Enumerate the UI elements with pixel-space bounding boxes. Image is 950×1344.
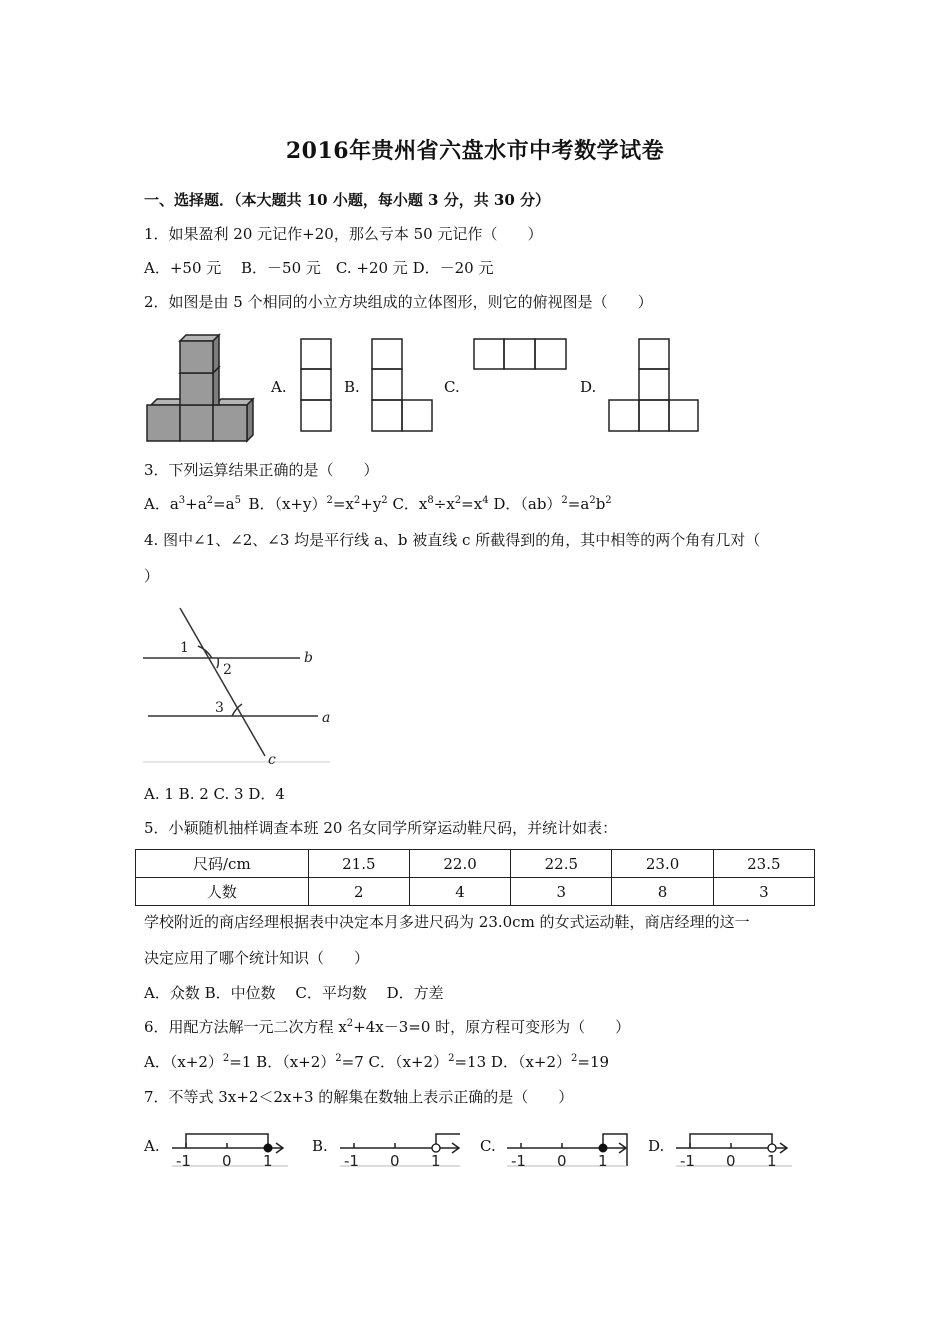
q2-option-b-label: B. (344, 378, 360, 396)
q2-option-d-label: D. (580, 378, 597, 396)
table-cell: 3 (713, 878, 814, 906)
svg-text:1: 1 (767, 1152, 777, 1170)
question-5-text-2: 决定应用了哪个统计知识（ ） (144, 949, 370, 967)
table-cell: 23.0 (612, 850, 713, 878)
q2-option-b-figure (371, 338, 434, 432)
table-cell: 2 (308, 878, 409, 906)
q7-option-b-label: B. (312, 1137, 328, 1155)
section-heading: 一、选择题．（本大题共 10 小题，每小题 3 分，共 30 分） (144, 191, 551, 209)
line-c (180, 608, 265, 756)
shoe-size-table (135, 849, 815, 906)
q2-option-c-label: C. (444, 378, 460, 396)
svg-text:0: 0 (390, 1152, 400, 1170)
svg-text:1: 1 (431, 1152, 441, 1170)
svg-text:1: 1 (598, 1152, 608, 1170)
q2-option-d-figure (608, 338, 700, 432)
q7-option-d-label: D. (648, 1137, 665, 1155)
svg-text:0: 0 (222, 1152, 232, 1170)
question-1-stem: 1．如果盈利 20 元记作+20，那么亏本 50 元记作（ ） (144, 225, 543, 243)
table-cell: 22.5 (511, 850, 612, 878)
svg-text:-1: -1 (176, 1152, 191, 1170)
q2-option-a-figure (300, 338, 332, 432)
question-3-options: A．$a^3+a^2=a^5$ B．$(x+y)^2=x^2+y^2$ C．$x^8\div x^2=x^4$ D．$(ab)^2=a^2b^2$ (144, 495, 612, 513)
table-cell: 3 (511, 878, 612, 906)
question-4-stem-end: ） (144, 567, 160, 585)
table-cell: 人数 (136, 878, 309, 906)
q7-option-b-numberline (338, 1126, 464, 1172)
svg-text:-1: -1 (680, 1152, 695, 1170)
q7-option-d-numberline (674, 1126, 796, 1172)
question-1-options: A．+50 元 B．－50 元 C. +20 元 D．－20 元 (144, 259, 494, 277)
line-b-label: b (304, 650, 313, 666)
angle-2-label: 2 (223, 662, 232, 678)
angle-3-label: 3 (215, 700, 224, 716)
table-cell: 21.5 (308, 850, 409, 878)
svg-text:-1: -1 (344, 1152, 359, 1170)
svg-text:0: 0 (557, 1152, 567, 1170)
question-5-text-1: 学校附近的商店经理根据表中决定本月多进尺码为 23.0cm 的女式运动鞋，商店经理的这一 (144, 913, 750, 931)
question-4-stem: 4. 图中∠1、∠2、∠3 均是平行线 a、b 被直线 c 所截得到的角，其中相等的两个角有几对（ (144, 531, 761, 549)
q7-option-c-numberline (505, 1126, 631, 1172)
question-7-stem: 7．不等式 3x+2＜2x+3 的解集在数轴上表示正确的是（ ） (144, 1088, 574, 1106)
q7-option-a-label: A. (144, 1137, 160, 1155)
question-3-stem: 3．下列运算结果正确的是（ ） (144, 461, 379, 479)
cube-stack-figure (143, 335, 258, 445)
angle-2-arc (217, 658, 218, 668)
angle-1-label: 1 (180, 640, 189, 656)
question-6-options: A．$(x+2)^2=1$ B．$(x+2)^2=7$ C．$(x+2)^2=13$ D．$(x+2)^2=19$ (144, 1053, 610, 1071)
q2-option-a-label: A. (271, 378, 287, 396)
table-row (136, 878, 815, 906)
parallel-lines-figure (140, 602, 335, 767)
table-cell: 4 (409, 878, 510, 906)
table-row (136, 850, 815, 878)
line-a-label: a (322, 710, 331, 726)
q7-option-a-numberline (170, 1126, 292, 1172)
table-cell: 尺码/cm (136, 850, 309, 878)
question-4-options: A. 1 B. 2 C. 3 D．4 (144, 785, 285, 803)
svg-text:1: 1 (263, 1152, 273, 1170)
table-cell: 23.5 (713, 850, 814, 878)
svg-text:0: 0 (726, 1152, 736, 1170)
table-cell: 22.0 (409, 850, 510, 878)
page-title: 2016年贵州省六盘水市中考数学试卷 (285, 138, 665, 164)
question-5-options: A．众数 B．中位数 C．平均数 D．方差 (144, 984, 444, 1002)
svg-text:-1: -1 (511, 1152, 526, 1170)
q7-option-c-label: C. (480, 1137, 496, 1155)
line-c-label: c (268, 752, 276, 768)
question-6-stem: 6．用配方法解一元二次方程 $x^2+4x-3=0$ 时，原方程可变形为（ ） (144, 1018, 631, 1036)
q2-option-c-figure (473, 338, 568, 371)
table-cell: 8 (612, 878, 713, 906)
question-5-stem: 5．小颖随机抽样调查本班 20 名女同学所穿运动鞋尺码，并统计如表： (144, 819, 618, 837)
question-2-stem: 2．如图是由 5 个相同的小立方块组成的立体图形，则它的俯视图是（ ） (144, 293, 653, 311)
